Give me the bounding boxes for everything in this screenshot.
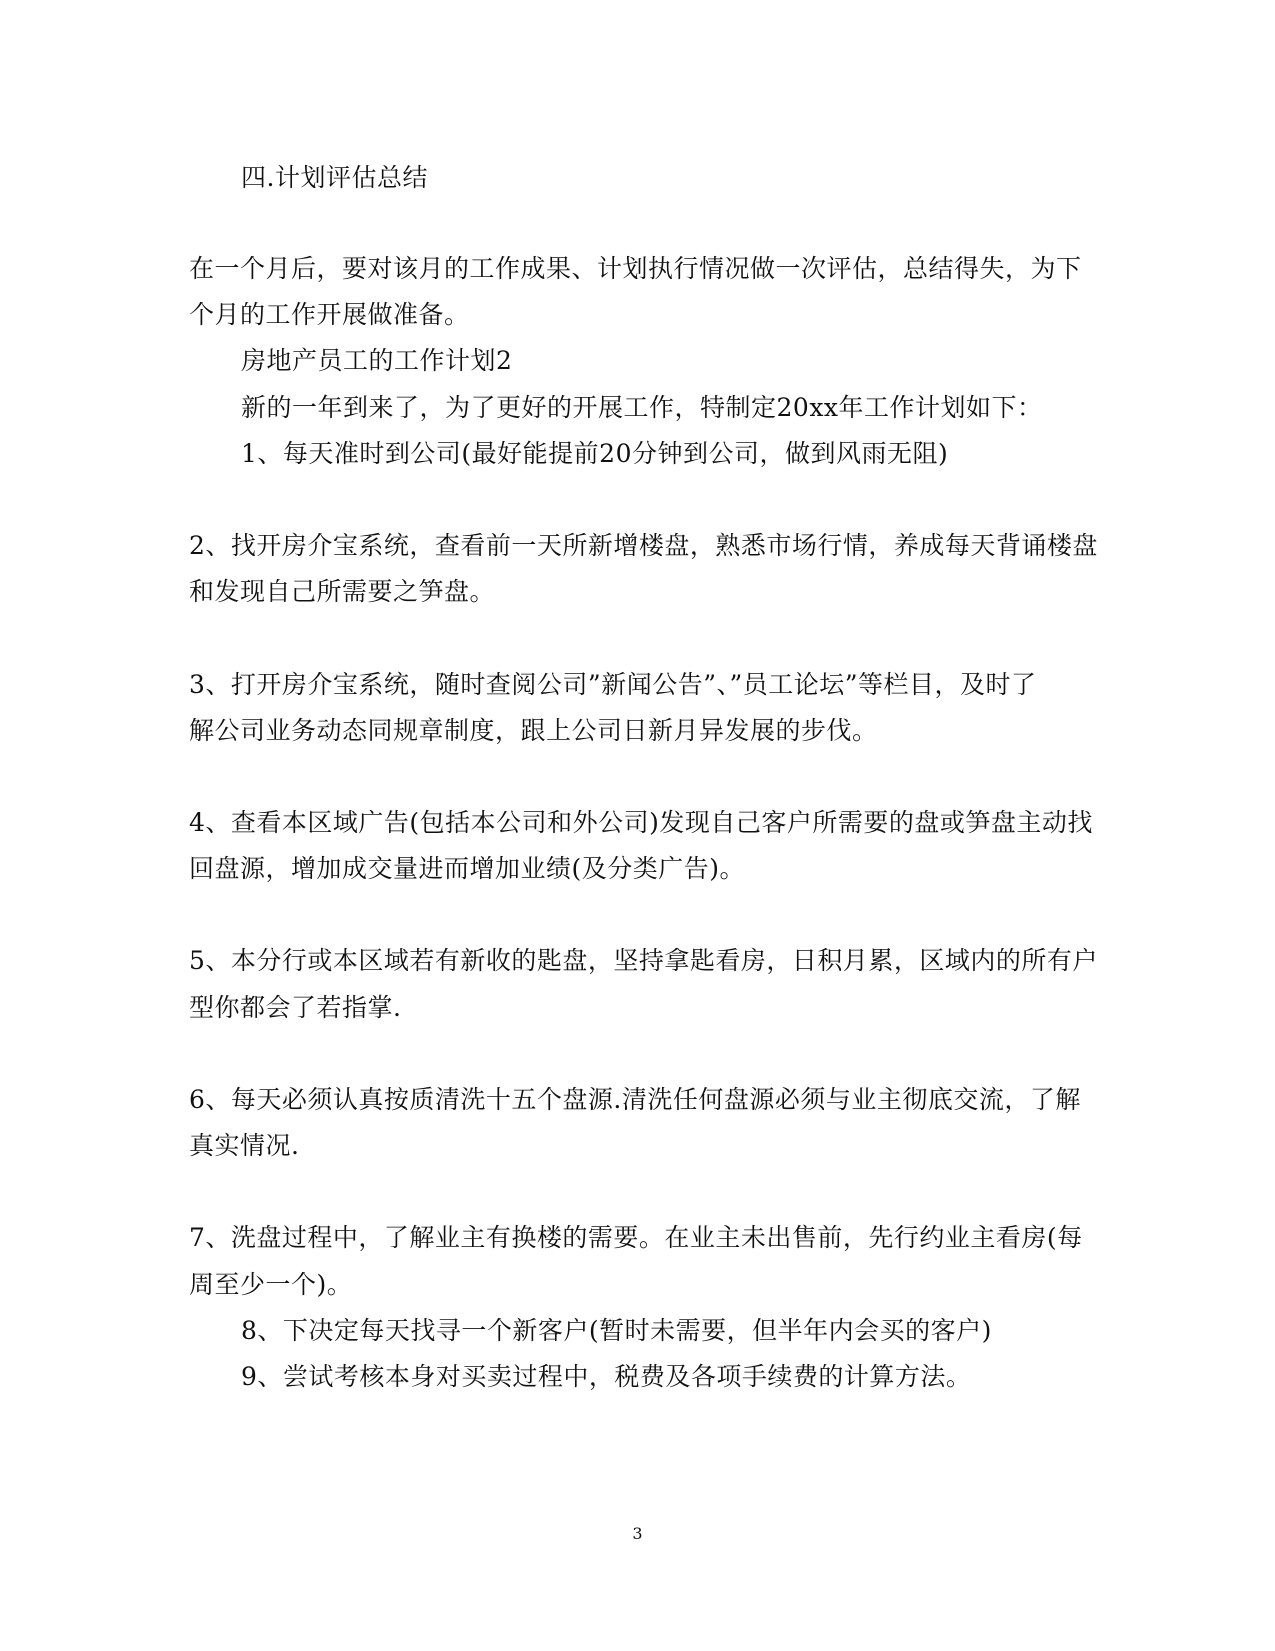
list-item: 4、查看本区域广告(包括本公司和外公司)发现自己客户所需要的盘或笋盘主动找	[189, 808, 1093, 837]
list-item-continuation: 和发现自己所需要之笋盘。	[189, 577, 496, 606]
section-heading: 四.计划评估总结	[241, 163, 428, 192]
list-item: 9、尝试考核本身对买卖过程中，税费及各项手续费的计算方法。	[241, 1362, 972, 1391]
list-item: 6、每天必须认真按质清洗十五个盘源.清洗任何盘源必须与业主彻底交流，了解	[189, 1085, 1081, 1114]
list-item: 2、找开房介宝系统，查看前一天所新增楼盘，熟悉市场行情，养成每天背诵楼盘	[189, 531, 1098, 560]
plan-intro: 新的一年到来了，为了更好的开展工作，特制定20xx年工作计划如下：	[241, 393, 1043, 422]
list-item-continuation: 解公司业务动态同规章制度，跟上公司日新月异发展的步伐。	[189, 716, 878, 745]
list-item: 1、每天准时到公司(最好能提前20分钟到公司，做到风雨无阻)	[241, 439, 949, 468]
list-item: 8、下决定每天找寻一个新客户(暂时未需要，但半年内会买的客户)	[241, 1316, 992, 1345]
list-item-continuation: 真实情况.	[189, 1131, 300, 1160]
list-item-continuation: 回盘源，增加成交量进而增加业绩(及分类广告)。	[189, 854, 746, 883]
page-number: 3	[632, 1524, 643, 1543]
paragraph-line: 在一个月后，要对该月的工作成果、计划执行情况做一次评估，总结得失，为下	[189, 254, 1082, 283]
list-item-continuation: 周至少一个)。	[189, 1270, 353, 1299]
paragraph-line: 个月的工作开展做准备。	[189, 300, 470, 329]
list-item: 5、本分行或本区域若有新收的匙盘，坚持拿匙看房，日积月累，区域内的所有户	[189, 946, 1098, 975]
list-item: 7、洗盘过程中，了解业主有换楼的需要。在业主未出售前，先行约业主看房(每	[189, 1223, 1083, 1252]
list-item-continuation: 型你都会了若指掌.	[189, 993, 402, 1022]
plan-title: 房地产员工的工作计划2	[241, 346, 513, 375]
list-item: 3、打开房介宝系统，随时查阅公司”新闻公告”、”员工论坛”等栏目，及时了	[189, 670, 1037, 699]
